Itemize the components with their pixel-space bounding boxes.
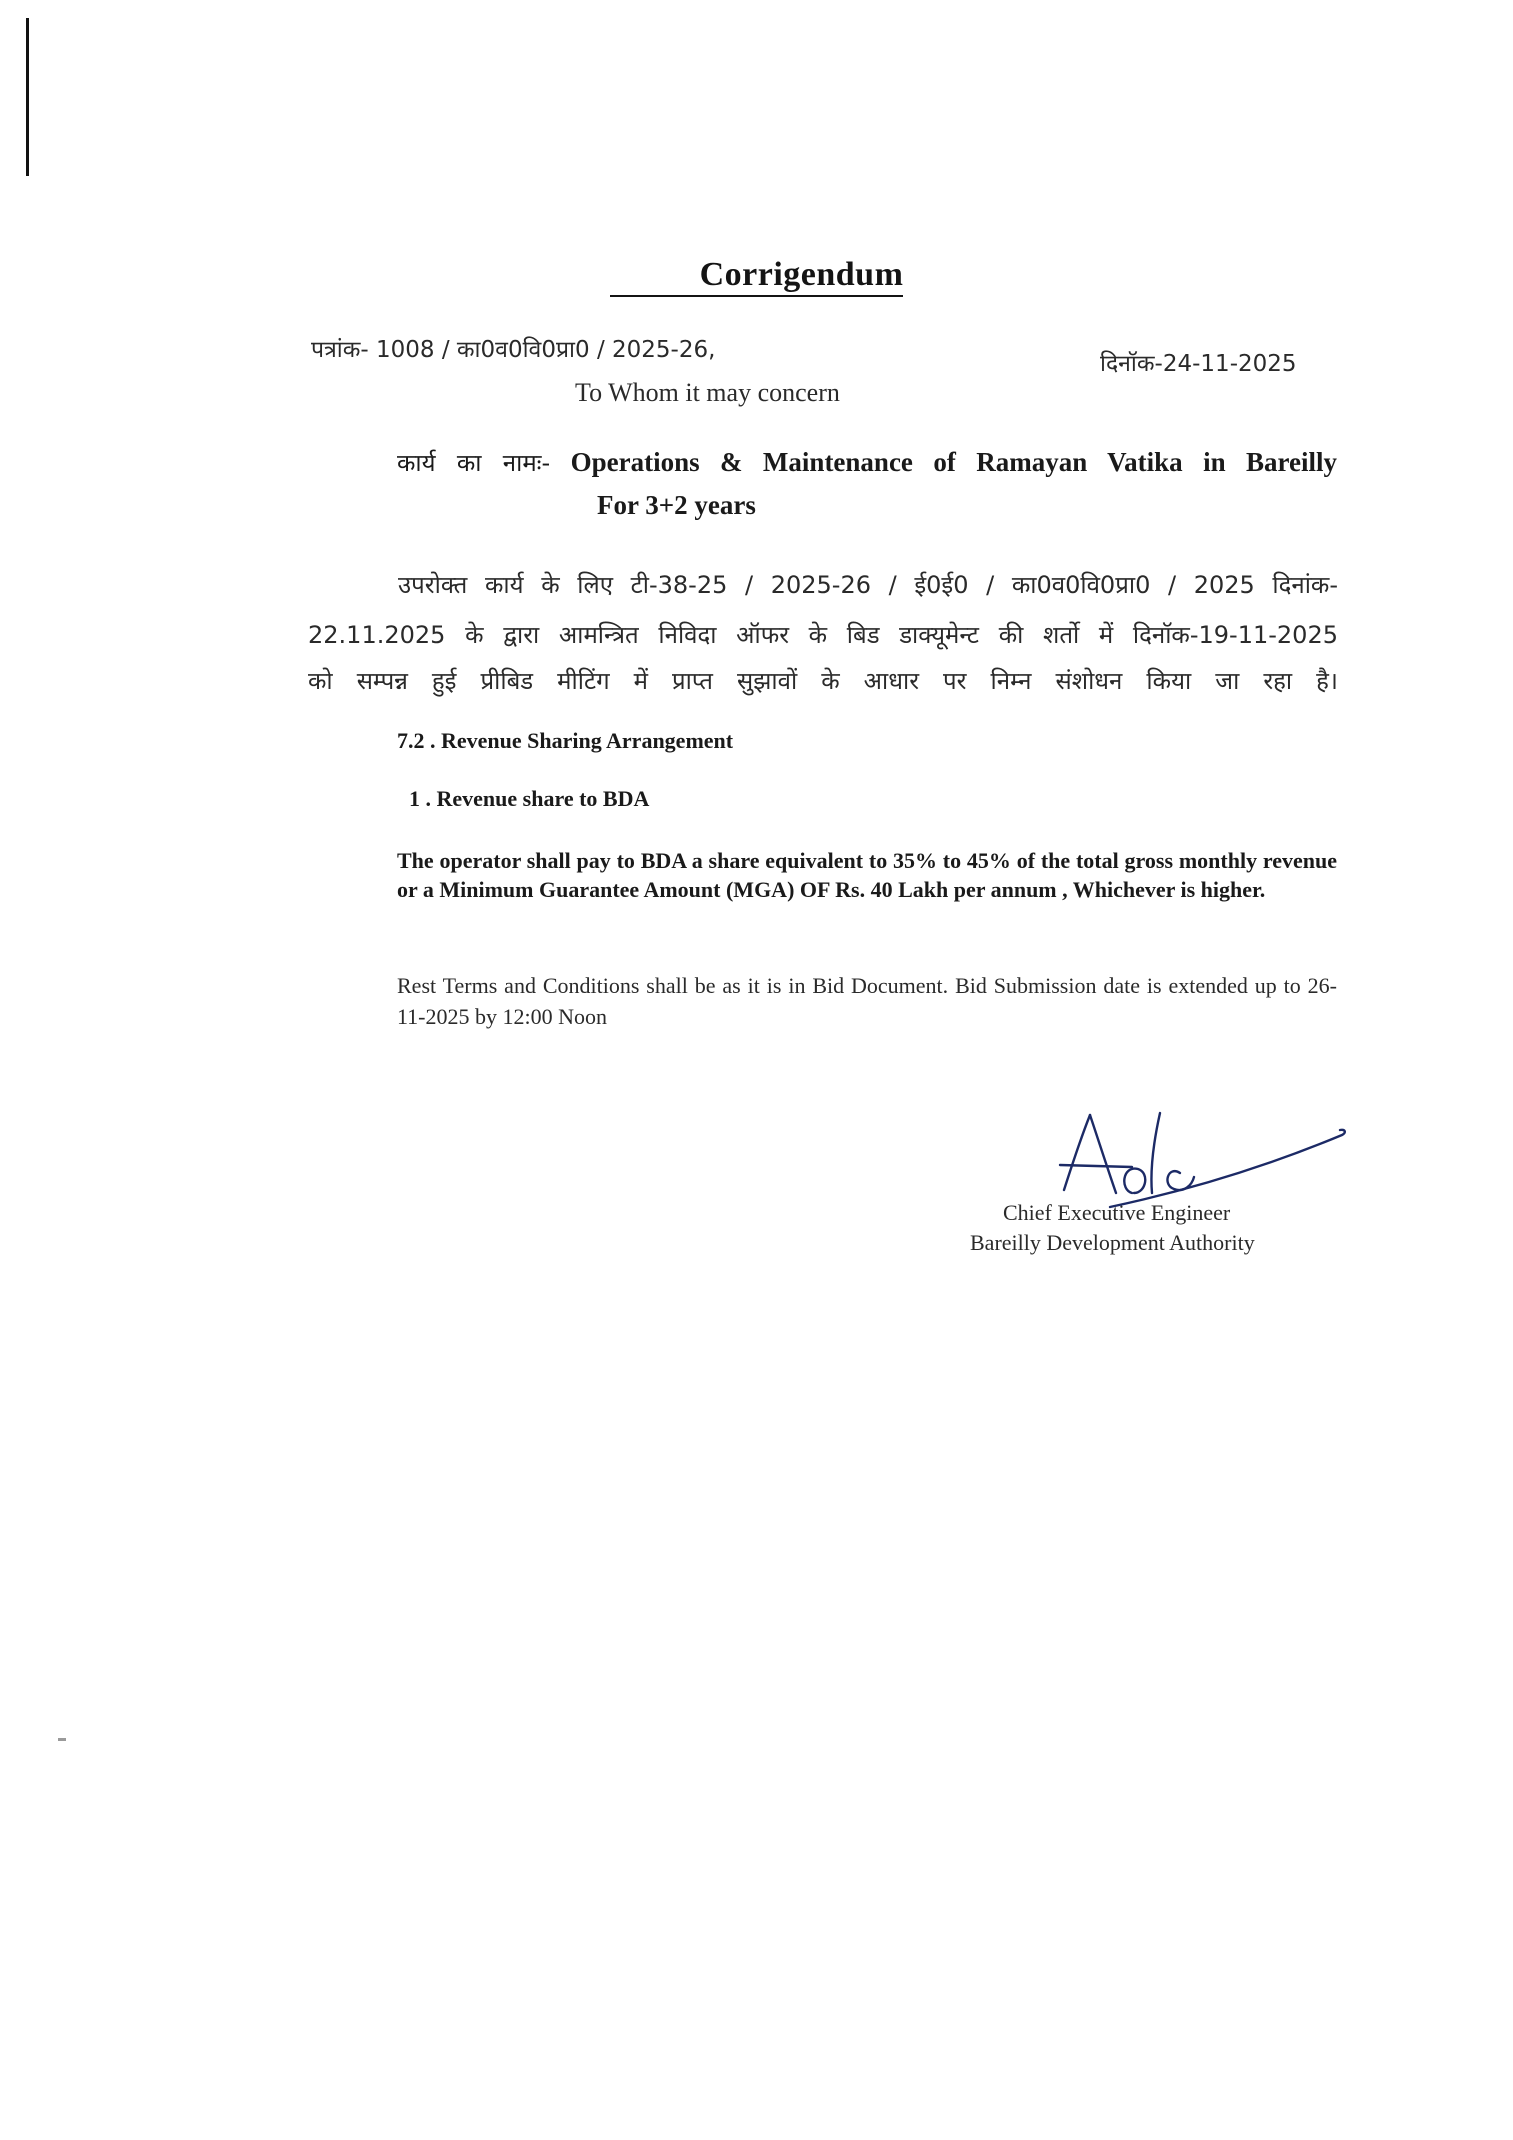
rest-terms-paragraph: Rest Terms and Conditions shall be as it is in Bid Document. Bid Submission date is extended up to 26-11-2025 by 12:00 Noon — [397, 973, 1337, 1029]
subsection-heading: 1 . Revenue share to BDA — [409, 786, 650, 811]
signatory-organization: Bareilly Development Authority — [970, 1230, 1255, 1255]
scan-speck — [58, 1738, 66, 1741]
signature-icon — [1050, 1095, 1350, 1215]
document-date: दिनॉक-24-11-2025 — [1100, 351, 1297, 377]
hindi-line-3: को सम्पन्न हुई प्रीबिड मीटिंग में प्राप्त सुझावों के आधार पर निम्न संशोधन किया जा रहा है। — [308, 667, 1338, 695]
hindi-line-2: 22.11.2025 के द्वारा आमन्त्रित निविदा ऑफर के बिड डाक्यूमेन्ट की शर्तो में दिनॉक-19-11-2025 — [308, 621, 1338, 649]
section-heading: 7.2 . Revenue Sharing Arrangement — [397, 728, 734, 753]
document-title: Corrigendum — [0, 256, 1513, 294]
work-name — [397, 446, 1337, 479]
work-name-label: कार्य का नामः- — [397, 449, 551, 477]
reference-number: पत्रांक- 1008 / का0व0वि0प्रा0 / 2025-26, — [311, 337, 716, 363]
hindi-line-1: उपरोक्त कार्य के लिए टी-38-25 / 2025-26 / ई0ई0 / का0व0वि0प्रा0 / 2025 दिनांक- — [398, 571, 1338, 599]
revenue-paragraph: The operator shall pay to BDA a share equivalent to 35% to 45% of the total gross monthly revenue or a Minimum Guarantee Amount (MGA) OF Rs. 40 Lakh per annum , Whichever is higher. — [397, 848, 1337, 902]
salutation: To Whom it may concern — [575, 378, 840, 407]
work-name-text: Operations & Maintenance of Ramayan Vatika in Bareilly — [570, 447, 1338, 477]
signatory-title: Chief Executive Engineer — [1003, 1200, 1231, 1225]
scan-edge-mark — [26, 18, 29, 176]
work-duration: For 3+2 years — [597, 490, 756, 520]
